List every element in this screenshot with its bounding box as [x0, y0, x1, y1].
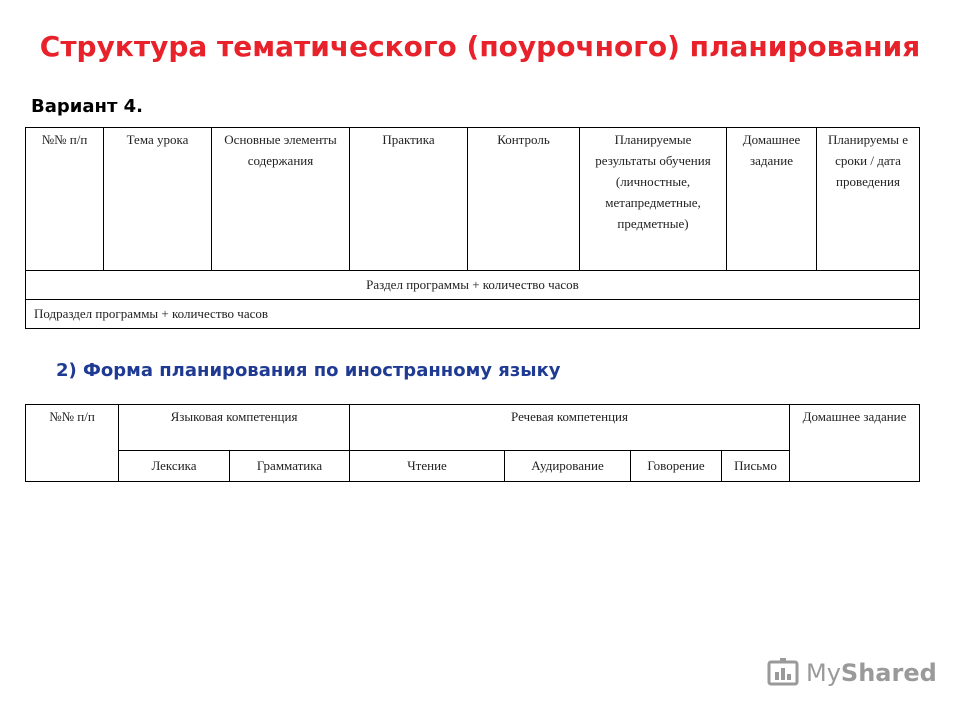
header-content-elements: Основные элементы содержания	[212, 128, 350, 271]
header-control: Контроль	[468, 128, 580, 271]
header-planned-results: Планируемые результаты обучения (личностные, метапредметные, предметные)	[580, 128, 727, 271]
watermark-prefix: My	[806, 659, 841, 687]
watermark-name: Shared	[840, 659, 937, 687]
header-practice: Практика	[350, 128, 468, 271]
subheader-speaking: Говорение	[631, 451, 722, 482]
header-homework: Домашнее задание	[727, 128, 817, 271]
subheader-vocabulary: Лексика	[119, 451, 230, 482]
header-planned-dates: Планируемы е сроки / дата проведения	[817, 128, 920, 271]
header-speech-competence: Речевая компетенция	[350, 405, 790, 451]
header-lesson-topic: Тема урока	[104, 128, 212, 271]
thematic-planning-table	[25, 127, 920, 329]
section-subtitle: 2) Форма планирования по иностранному языку	[56, 360, 561, 381]
subheader-writing: Письмо	[722, 451, 790, 482]
watermark-logo	[766, 656, 937, 696]
header-language-competence: Языковая компетенция	[119, 405, 350, 451]
page-title: Структура тематического (поурочного) планирования	[39, 30, 921, 63]
header-number: №№ п/п	[26, 128, 104, 271]
subheader-reading: Чтение	[350, 451, 505, 482]
variant-label: Вариант 4.	[31, 96, 144, 117]
subheader-grammar: Грамматика	[230, 451, 350, 482]
header-number: №№ п/п	[26, 405, 119, 482]
section-row: Раздел программы + количество часов	[26, 271, 920, 300]
foreign-language-planning-table	[25, 404, 920, 482]
presentation-icon	[766, 656, 802, 692]
subsection-row: Подраздел программы + количество часов	[26, 300, 920, 329]
subheader-listening: Аудирование	[505, 451, 631, 482]
header-homework: Домашнее задание	[790, 405, 920, 482]
